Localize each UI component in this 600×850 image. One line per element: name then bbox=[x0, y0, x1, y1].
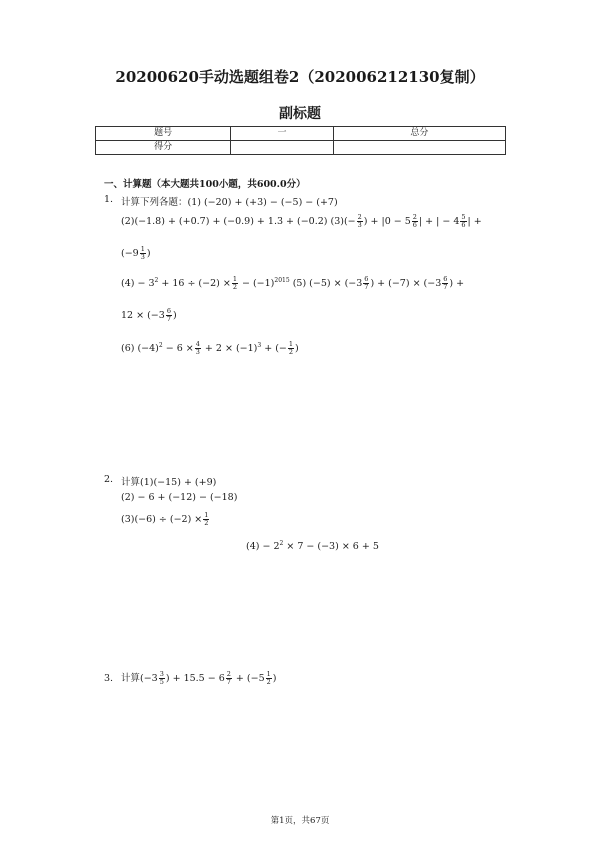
page-title: 20200620手动选题组卷2（202006212130复制） bbox=[115, 68, 485, 86]
score-cell[interactable] bbox=[231, 141, 334, 155]
q3-line-1: 计算(−3 $\frac{3}{5}$ ) + 15.5 − 6 $\frac{2}{7}$ + (−5 $\frac{1}{2}$ ) bbox=[121, 670, 277, 686]
page-subtitle: 副标题 bbox=[279, 106, 321, 122]
question-number: 2. bbox=[104, 474, 114, 485]
question-number: 1. bbox=[104, 194, 114, 205]
table-row bbox=[96, 127, 506, 141]
q2-line-4: $(4) - 2^2 \times 7 - (-3) \times 6 + 5$ bbox=[246, 540, 379, 553]
page-footer: 第1页，共67页 bbox=[270, 816, 330, 826]
header-cell: 一 bbox=[231, 127, 334, 141]
q1-line-2: (2)(−1.8) + (+0.7) + (−0.9) + 1.3 + (−0.2) (3)(− $\frac{2}{3}$ ) + |0 − 5 $\frac{2}{6}$ | + | − 4 $\frac{5}{6}$ | + bbox=[121, 213, 482, 229]
total-cell[interactable] bbox=[333, 141, 505, 155]
q2-line-1: 计算(1)(−15) + (+9) bbox=[121, 477, 217, 488]
header-cell: 题号 bbox=[96, 127, 231, 141]
q1-line-4: $(4) - 3^2 + 16 \div (-2)$ × $\frac{1}{2}$ − $(-1)^{2015}$ (5) (−5) × (−3 $\frac{6}{7}$ ) + (−7) × (−3 $\frac{6}{7}$ ) + bbox=[121, 275, 465, 291]
q2-line-2: (2) − 6 + (−12) − (−18) bbox=[121, 492, 238, 503]
table-row bbox=[96, 141, 506, 155]
q1-intro: 计算下列各题：(1) (−20) + (+3) − (−5) − (+7) bbox=[121, 197, 338, 208]
q1-line-6: (6) $(-4)^2 - 6$ × $\frac{4}{3}$ + $2 \times (-1)^3$ + (− $\frac{1}{2}$ ) bbox=[121, 340, 299, 356]
section-heading: 一、计算题（本大题共100小题，共600.0分） bbox=[104, 179, 306, 190]
question-number: 3. bbox=[104, 673, 114, 684]
q2-line-3: (3)(−6) ÷ (−2) × $\frac{1}{2}$ bbox=[121, 511, 209, 527]
q1-line-3: (−9 $\frac{1}{3}$ ) bbox=[121, 245, 151, 261]
score-table bbox=[95, 126, 506, 155]
q1-line-5: 12 × (−3 $\frac{6}{7}$ ) bbox=[121, 307, 177, 323]
header-cell: 总分 bbox=[333, 127, 505, 141]
row-label: 得分 bbox=[96, 141, 231, 155]
